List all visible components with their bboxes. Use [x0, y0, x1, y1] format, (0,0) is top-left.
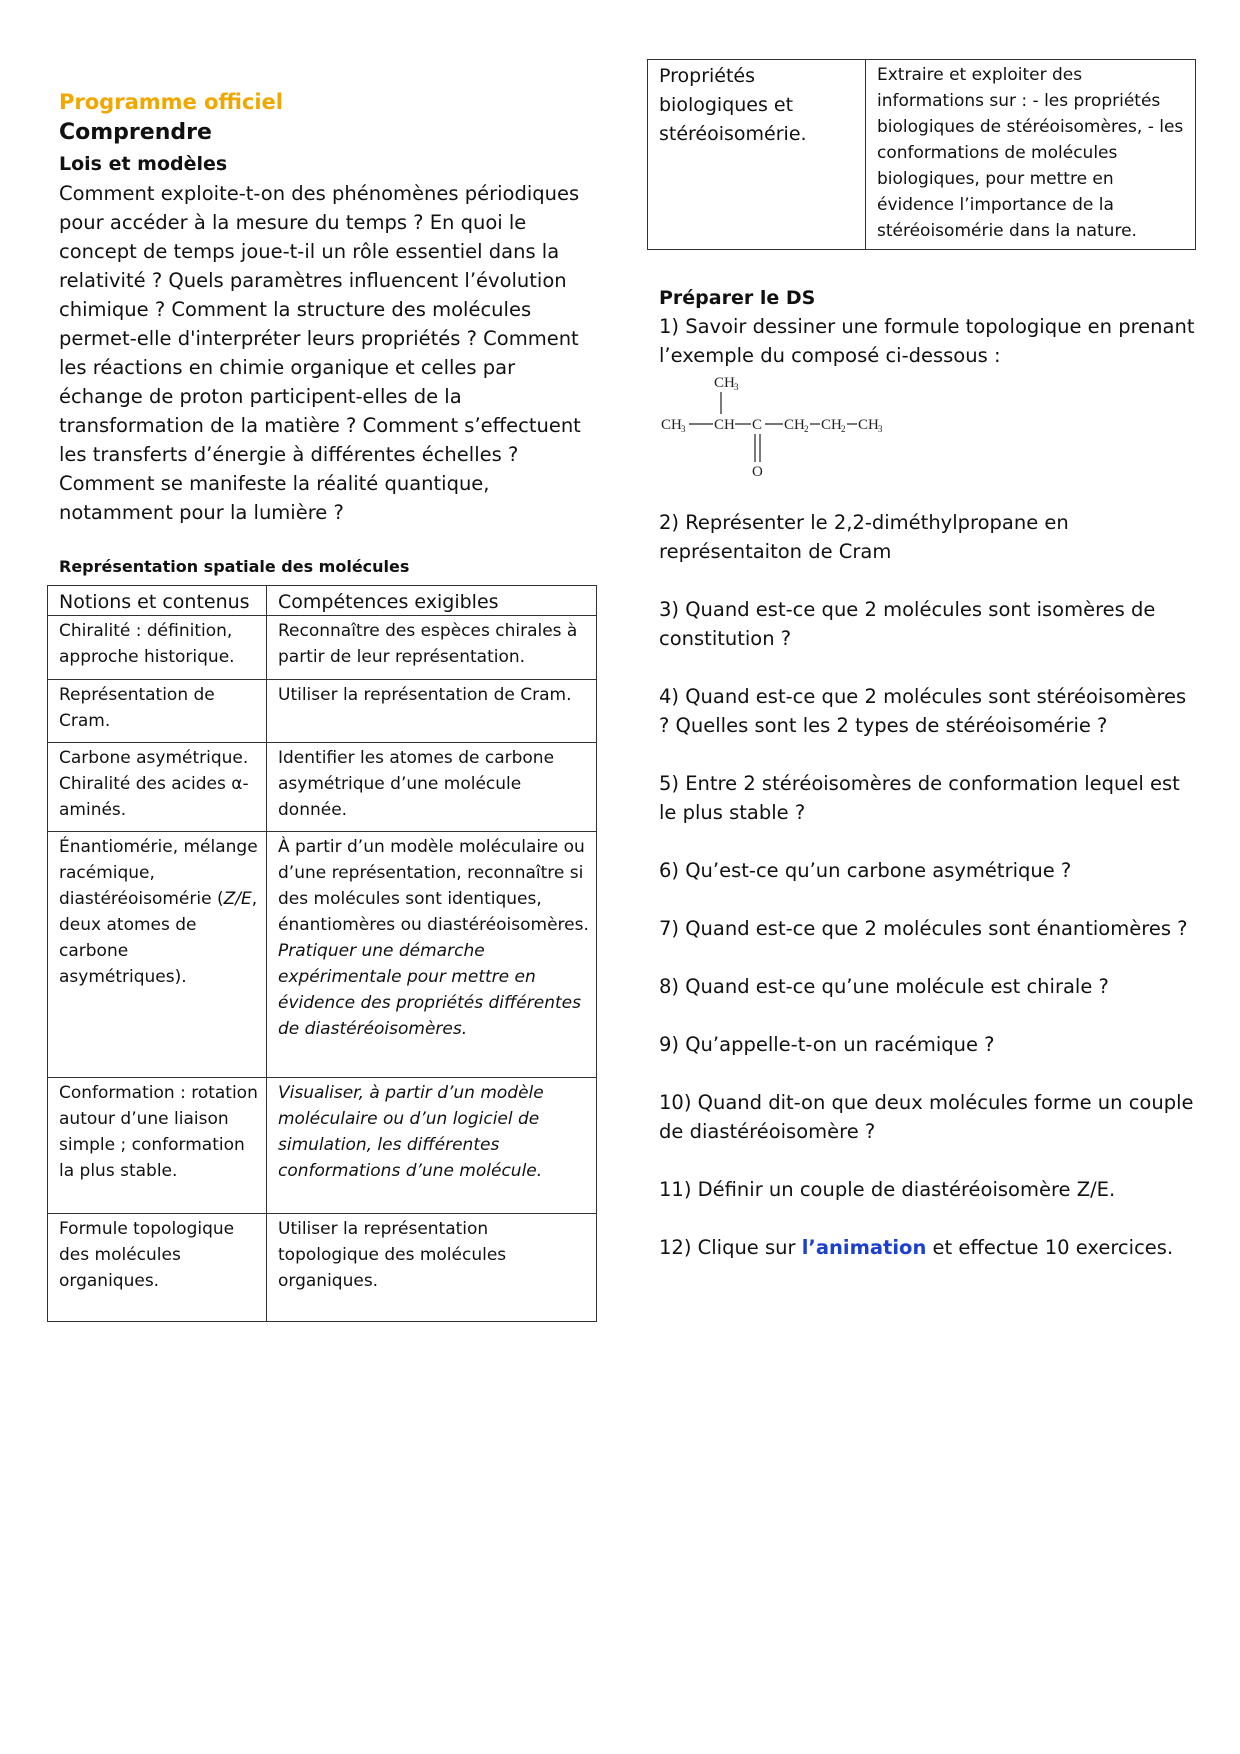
question-item: 11) Définir un couple de diastéréoisomère Z/E.	[659, 1178, 1116, 1201]
notion-cell: Propriétés biologiques et stéréoisomérie.	[648, 60, 866, 250]
formula-ch3-end: CH	[858, 417, 879, 433]
question-item: 3) Quand est-ce que 2 molécules sont isomères de constitution ?	[659, 598, 1156, 650]
formula-sub: 2	[804, 424, 809, 434]
question-item: 5) Entre 2 stéréoisomères de conformation lequel est le plus stable ?	[659, 772, 1180, 824]
notion-text-end: , deux atomes de carbone asymétriques).	[59, 889, 258, 987]
competence-cell: Visualiser, à partir d’un modèle moléculaire ou d’un logiciel de simulation, les différentes conformations d’une molécule.	[267, 1078, 597, 1214]
notion-cell: Chiralité : définition, approche historique.	[48, 616, 267, 680]
header-competences: Compétences exigibles	[267, 586, 597, 616]
competence-cell: Utiliser la représentation topologique des molécules organiques.	[267, 1214, 597, 1322]
comprendre-heading: Comprendre	[59, 120, 212, 145]
competence-cell	[267, 832, 597, 1078]
intro-paragraph: Comment exploite-t-on des phénomènes périodiques pour accéder à la mesure du temps ? En quoi le concept de temps joue-t-il un rôle essentiel dans la relativité ? Quels paramètres influencent l’évolution chimique ? Comment la structure des molécules permet-elle d'interpréter leurs propriétés ? Comment les réactions en chimie organique et celles par échange de proton participent-elles de la transformation de la matière ? Comment s’effectuent les transferts d’énergie à différentes échelles ? Comment se manifeste la réalité quantique, notamment pour la lumière ?	[59, 182, 581, 524]
question-item: 8) Quand est-ce qu’une molécule est chirale ?	[659, 975, 1109, 998]
question-12-text: 12) Clique sur	[659, 1236, 802, 1259]
prepare-ds-heading: Préparer le DS	[659, 287, 816, 309]
question-list	[659, 508, 1199, 1291]
continued-table	[647, 59, 1196, 250]
notion-cell: Conformation : rotation autour d’une liaison simple ; conformation la plus stable.	[48, 1078, 267, 1214]
programme-table	[47, 585, 597, 1322]
formula-sub: 3	[681, 424, 686, 434]
formula-sub: 3	[878, 424, 883, 434]
formula-sub: 3	[734, 382, 739, 392]
notion-cell: Représentation de Cram.	[48, 680, 267, 743]
table-row	[648, 60, 1196, 250]
prepare-ds-section	[659, 284, 1199, 482]
notion-cell: Carbone asymétrique. Chiralité des acides α-aminés.	[48, 743, 267, 832]
competence-cell: Extraire et exploiter des informations sur : - les propriétés biologiques de stéréoisomères, - les conformations de molécules biologiques, pour mettre en évidence l’importance de la stéréoisomérie dans la nature.	[866, 60, 1196, 250]
question-1: 1) Savoir dessiner une formule topologique en prenant l’exemple du composé ci-dessous :	[659, 315, 1195, 367]
formula-ch2a: CH	[784, 417, 805, 433]
formula-ch3-main: CH	[661, 417, 682, 433]
competence-text: À partir d’un modèle moléculaire ou d’une représentation, reconnaître si des molécules sont identiques, énantiomères ou diastéréoisomères.	[278, 837, 589, 935]
competence-cell: Identifier les atomes de carbone asymétrique d’une molécule donnée.	[267, 743, 597, 832]
question-item: 4) Quand est-ce que 2 molécules sont stéréoisomères ? Quelles sont les 2 types de stéréoisomérie ?	[659, 685, 1187, 737]
table-row	[48, 832, 597, 1078]
question-12-text-end: et effectue 10 exercices.	[926, 1236, 1174, 1259]
competence-italic-text: Pratiquer une démarche expérimentale pour mettre en évidence des propriétés différentes de diastéréoisomères.	[278, 941, 581, 1039]
animation-link[interactable]: l’animation	[801, 1236, 927, 1259]
table-row	[48, 616, 597, 680]
table-row	[48, 1078, 597, 1214]
left-column	[59, 90, 599, 576]
chemical-formula	[659, 372, 899, 482]
notion-text: Énantiomérie, mélange racémique, diastéréoisomérie (	[59, 837, 258, 909]
formula-ch: CH	[714, 417, 735, 433]
table-title: Représentation spatiale des molécules	[59, 557, 410, 576]
table-row	[48, 743, 597, 832]
lois-modeles-heading: Lois et modèles	[59, 153, 228, 175]
table-row	[48, 680, 597, 743]
table-header-row	[48, 586, 597, 616]
question-item: 6) Qu’est-ce qu’un carbone asymétrique ?	[659, 859, 1072, 882]
formula-o: O	[752, 464, 763, 480]
question-item: 2) Représenter le 2,2-diméthylpropane en représentaiton de Cram	[659, 511, 1069, 563]
formula-c: C	[752, 417, 763, 433]
competence-cell: Utiliser la représentation de Cram.	[267, 680, 597, 743]
question-item: 7) Quand est-ce que 2 molécules sont énantiomères ?	[659, 917, 1188, 940]
formula-sub: 2	[841, 424, 846, 434]
competence-cell: Reconnaître des espèces chirales à partir de leur représentation.	[267, 616, 597, 680]
question-item-12	[659, 1233, 1199, 1262]
formula-ch2b: CH	[821, 417, 842, 433]
notion-cell	[48, 832, 267, 1078]
question-item: 10) Quand dit-on que deux molécules forme un couple de diastéréoisomère ?	[659, 1091, 1194, 1143]
notion-italic-text: Z/E	[223, 889, 252, 909]
notion-cell: Formule topologique des molécules organiques.	[48, 1214, 267, 1322]
formula-ch3-top: CH	[714, 375, 735, 391]
question-item: 9) Qu’appelle-t-on un racémique ?	[659, 1033, 995, 1056]
table-row	[48, 1214, 597, 1322]
header-notions: Notions et contenus	[48, 586, 267, 616]
programme-heading: Programme officiel	[59, 90, 283, 114]
